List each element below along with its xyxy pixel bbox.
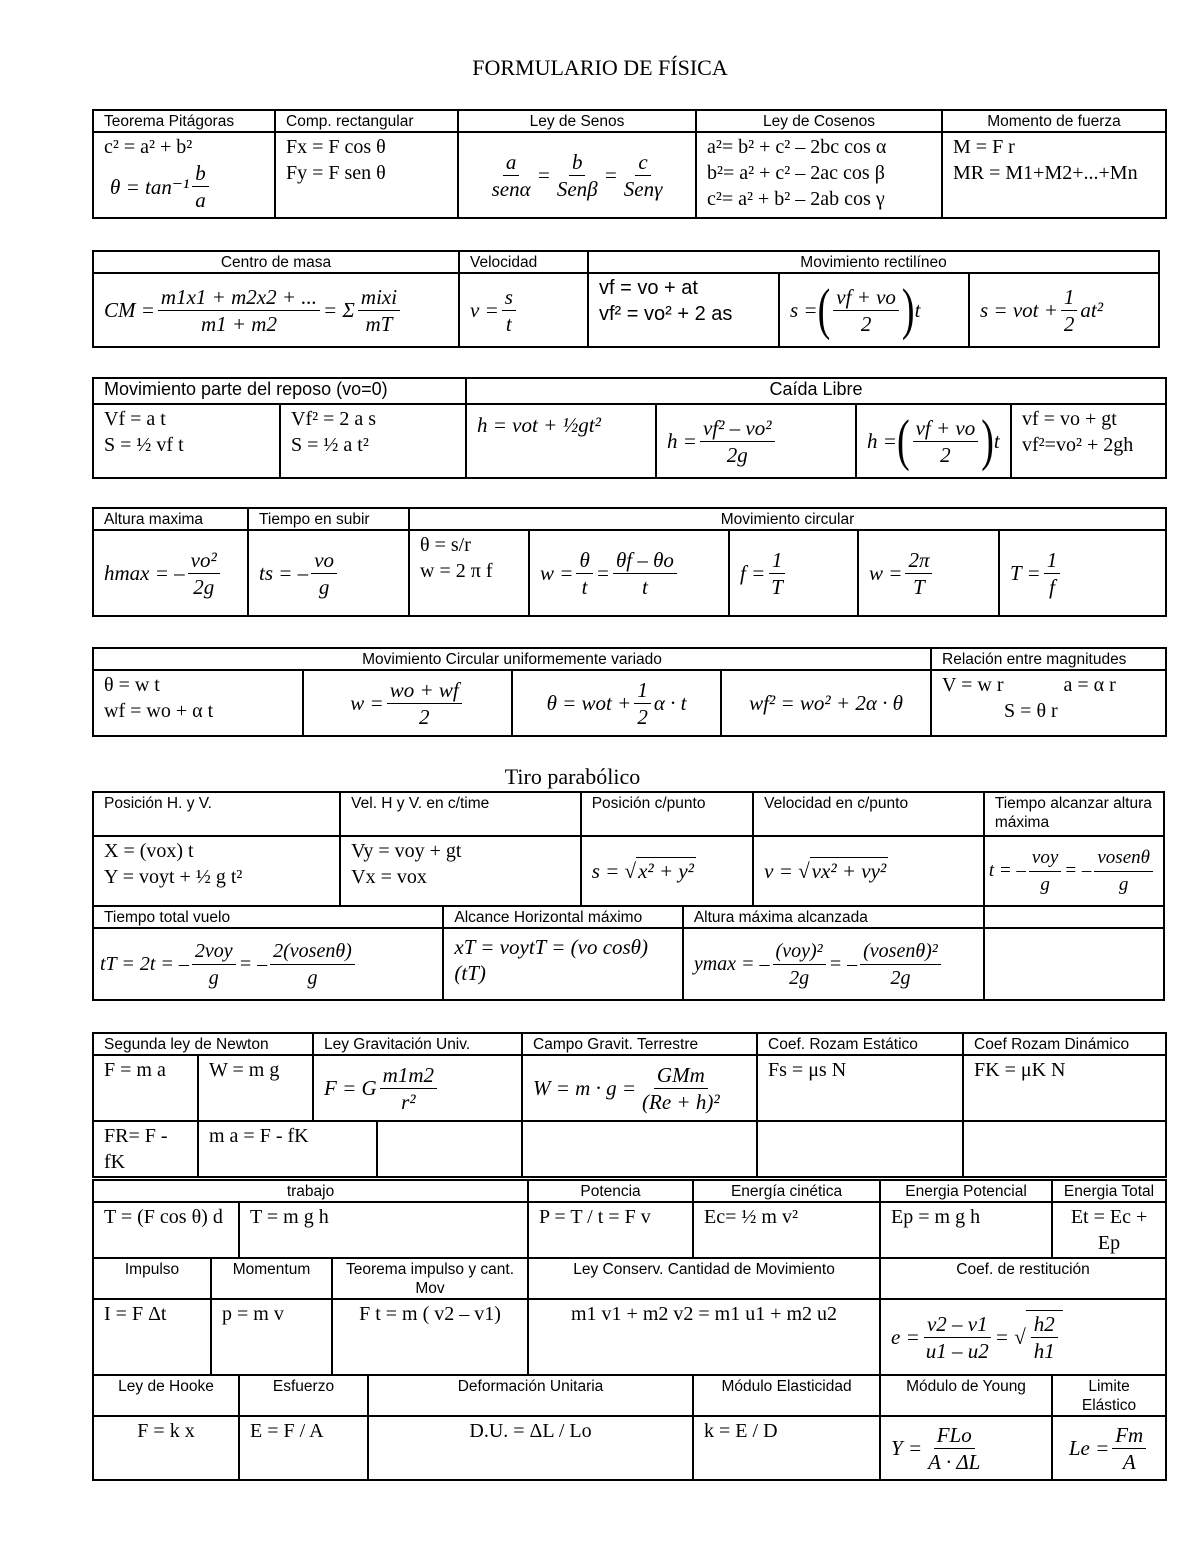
formula-deformacion: D.U. = ΔL / Lo [368, 1416, 693, 1480]
table-tiro-parabolico [92, 791, 1165, 1001]
header-newton: Segunda ley de Newton [93, 1033, 313, 1055]
empty-cell [984, 928, 1164, 1000]
header-ley-cosenos: Ley de Cosenos [696, 110, 942, 132]
header-mcuv: Movimiento Circular uniformemente variado [93, 648, 931, 670]
formula-impulso: I = F Δt [93, 1299, 211, 1375]
formula-limite-elastico: Le = $\frac{Fm}{A}$ [1052, 1416, 1166, 1480]
empty-cell [963, 1121, 1166, 1177]
formula-conservacion: m1 v1 + m2 v2 = m1 u1 + m2 u2 [528, 1299, 880, 1375]
formula-caida-4: vf = vo + gt vf²=vo² + 2gh [1011, 404, 1166, 478]
table-mov-circular [92, 507, 1167, 617]
header-altura-max: Altura maxima [93, 508, 248, 530]
header-velocidad-punto: Velocidad en c/punto [753, 792, 984, 836]
header-mov-rectilineo: Movimiento rectilíneo [588, 251, 1159, 273]
formula-circ-5: T = $\frac{1}{f}$ [999, 530, 1166, 616]
formula-momento: M = F r MR = M1+M2+...+Mn [942, 132, 1166, 218]
formula-ma: m a = F - fK [198, 1121, 377, 1177]
table-basics [92, 109, 1167, 219]
formula-mov-rect-1: vf = vo + at vf² = vo² + 2 as [588, 273, 779, 347]
header-mov-reposo: Movimiento parte del reposo (vo=0) [93, 378, 466, 404]
header-posicion-punto: Posición c/punto [581, 792, 753, 836]
header-hooke: Ley de Hooke [93, 1375, 239, 1416]
header-energia-total: Energia Total [1052, 1180, 1166, 1202]
formula-momentum: p = m v [211, 1299, 332, 1375]
header-energia-cinetica: Energía cinética [693, 1180, 880, 1202]
header-modulo-elasticidad: Módulo Elasticidad [693, 1375, 880, 1416]
table-kinematics [92, 250, 1160, 348]
formula-posicion-hv: X = (vox) t Y = voyt + ½ g t² [93, 836, 340, 906]
formula-mcuv-2: w = $\frac{wo + wf}{2}$ [303, 670, 512, 736]
header-restitucion: Coef. de restitución [880, 1258, 1166, 1299]
page-title: FORMULARIO DE FÍSICA [472, 55, 728, 80]
header-posicion-hv: Posición H. y V. [93, 792, 340, 836]
formula-rozam-dinamico: FK = μK N [963, 1055, 1166, 1121]
header-ley-senos: Ley de Senos [458, 110, 696, 132]
formula-campo-grav: W = m · g = GMm (Re + h)² [522, 1055, 757, 1121]
formula-mcuv-4: wf² = wo² + 2α · θ [721, 670, 931, 736]
formula-ley-cosenos: a²= b² + c² – 2bc cos α b²= a² + c² – 2ac cos β c²= a² + b² – 2ab cos γ [696, 132, 942, 218]
formula-velocidad: v = $\frac{s}{t}$ [459, 273, 588, 347]
header-tiempo-altura: Tiempo alcanzar altura máxima [984, 792, 1164, 836]
header-esfuerzo: Esfuerzo [239, 1375, 368, 1416]
formula-altura-alcanzada: ymax = – (voy)² 2g = – (vosenθ)² 2g [683, 928, 984, 1000]
formula-energia-cinetica: Ec= ½ m v² [693, 1202, 880, 1258]
header-velocidad: Velocidad [459, 251, 588, 273]
formula-hmax: hmax = – vo² 2g [93, 530, 248, 616]
formula-modulo-young: Y = FLo A · ΔL [880, 1416, 1052, 1480]
formula-ley-senos: a senα = b Senβ = c Senγ [458, 132, 696, 218]
formula-pitagoras: c² = a² + b² θ = tan⁻¹ b a [93, 132, 275, 218]
formula-hooke: F = k x [93, 1416, 239, 1480]
formula-caida-1: h = vot + ½gt² [466, 404, 656, 478]
header-potencia: Potencia [528, 1180, 693, 1202]
header-teorema-impulso: Teorema impulso y cant. Mov [332, 1258, 528, 1299]
formula-circ-3: f = $\frac{1}{T}$ [729, 530, 858, 616]
header-trabajo: trabajo [93, 1180, 528, 1202]
header-rozam-dinamico: Coef Rozam Dinámico [963, 1033, 1166, 1055]
header-alcance: Alcance Horizontal máximo [443, 906, 682, 928]
formula-circ-2: w = $\frac{\theta}{t}$ = $\frac{\theta f - \theta o}{t}$ [529, 530, 729, 616]
header-momentum: Momentum [211, 1258, 332, 1299]
formula-mcuv-3: θ = wot + $\frac{1}{2}$ α · t [512, 670, 721, 736]
header-rozam-estatico: Coef. Rozam Estático [757, 1033, 963, 1055]
header-gravitacion: Ley Gravitación Univ. [313, 1033, 522, 1055]
formula-tiempo-total: tT = 2t = – 2voy g = – 2(vosenθ) g [93, 928, 443, 1000]
table-dinamica [92, 1032, 1167, 1178]
formula-energia-potencial: Ep = m g h [880, 1202, 1052, 1258]
formula-comp-rect: Fx = F cos θ Fy = F sen θ [275, 132, 458, 218]
header-deformacion: Deformación Unitaria [368, 1375, 693, 1416]
formula-potencia: P = T / t = F v [528, 1202, 693, 1258]
table-caida-libre [92, 377, 1167, 479]
formula-ts: ts = – vo g [248, 530, 409, 616]
header-relacion: Relación entre magnitudes [931, 648, 1166, 670]
formula-alcance: xT = voytT = (vo cosθ)(tT) [443, 928, 682, 1000]
formula-modulo-elasticidad: k = E / D [693, 1416, 880, 1480]
header-energia-potencial: Energia Potencial [880, 1180, 1052, 1202]
formula-mcuv-1: θ = w t wf = wo + α t [93, 670, 303, 736]
section-title-tiro: Tiro parabólico [504, 764, 641, 789]
empty-cell [984, 906, 1164, 928]
formula-circ-4: w = $\frac{2\pi}{T}$ [858, 530, 999, 616]
formula-circ-1: θ = s/r w = 2 π f [409, 530, 529, 616]
formula-teorema-impulso: F t = m ( v2 – v1) [332, 1299, 528, 1375]
formula-restitucion: e = $\frac{v2 - v1}{u1 - u2}$ = √ $\frac{h2}{h1}$ [880, 1299, 1166, 1375]
formula-posicion-punto: s = √ x² + y² [581, 836, 753, 906]
table-mcuv [92, 647, 1167, 737]
formula-newton: F = m a [93, 1055, 198, 1121]
header-vel-hv: Vel. H y V. en c/time [340, 792, 581, 836]
formula-caida-3: h = ( vf + vo 2 ) t [856, 404, 1011, 478]
formula-mov-rect-3: s = vot + $\frac{1}{2}$ at² [969, 273, 1159, 347]
header-impulso: Impulso [93, 1258, 211, 1299]
formula-vel-hv: Vy = voy + gt Vx = vox [340, 836, 581, 906]
formula-mov-rect-2: s = ( vf + vo 2 ) t [779, 273, 969, 347]
formula-rozam-estatico: Fs = μs N [757, 1055, 963, 1121]
header-centro-masa: Centro de masa [93, 251, 459, 273]
header-campo-grav: Campo Gravit. Terrestre [522, 1033, 757, 1055]
formula-centro-masa: CM = $\frac{m1x1 + m2x2 + ...}{m1 + m2}$ = Σ mixi mT [93, 273, 459, 347]
formula-velocidad-punto: v = √ vx² + vy² [753, 836, 984, 906]
header-altura-alcanzada: Altura máxima alcanzada [683, 906, 984, 928]
header-modulo-young: Módulo de Young [880, 1375, 1052, 1416]
header-tiempo-subir: Tiempo en subir [248, 508, 409, 530]
formula-relacion: V = w r a = α r S = θ r [931, 670, 1166, 736]
header-conservacion: Ley Conserv. Cantidad de Movimiento [528, 1258, 880, 1299]
header-limite-elastico: Limite Elástico [1052, 1375, 1166, 1416]
formula-reposo-1: Vf = a t S = ½ vf t [93, 404, 280, 478]
formula-peso: W = m g [198, 1055, 313, 1121]
header-mov-circular: Movimiento circular [409, 508, 1166, 530]
header-pitagoras: Teorema Pitágoras [93, 110, 275, 132]
empty-cell [522, 1121, 757, 1177]
empty-cell [757, 1121, 963, 1177]
header-momento: Momento de fuerza [942, 110, 1166, 132]
formula-trabajo-1: T = (F cos θ) d [93, 1202, 239, 1258]
formula-reposo-2: Vf² = 2 a s S = ½ a t² [280, 404, 466, 478]
header-comp-rect: Comp. rectangular [275, 110, 458, 132]
header-tiempo-total: Tiempo total vuelo [93, 906, 443, 928]
formula-energia-total: Et = Ec + Ep [1052, 1202, 1166, 1258]
formula-caida-2: h = $\frac{\text{vf² – vo²}}{2g}$ [656, 404, 856, 478]
formula-tiempo-altura: t = – voy g = – vosenθ g [984, 836, 1164, 906]
table-energia [92, 1179, 1167, 1481]
formula-gravitacion: F = G m1m2 r² [313, 1055, 522, 1121]
formula-trabajo-2: T = m g h [239, 1202, 528, 1258]
formula-fuerza-resultante: FR= F - fK [93, 1121, 198, 1177]
formula-esfuerzo: E = F / A [239, 1416, 368, 1480]
header-caida-libre: Caída Libre [466, 378, 1166, 404]
empty-cell [377, 1121, 522, 1177]
